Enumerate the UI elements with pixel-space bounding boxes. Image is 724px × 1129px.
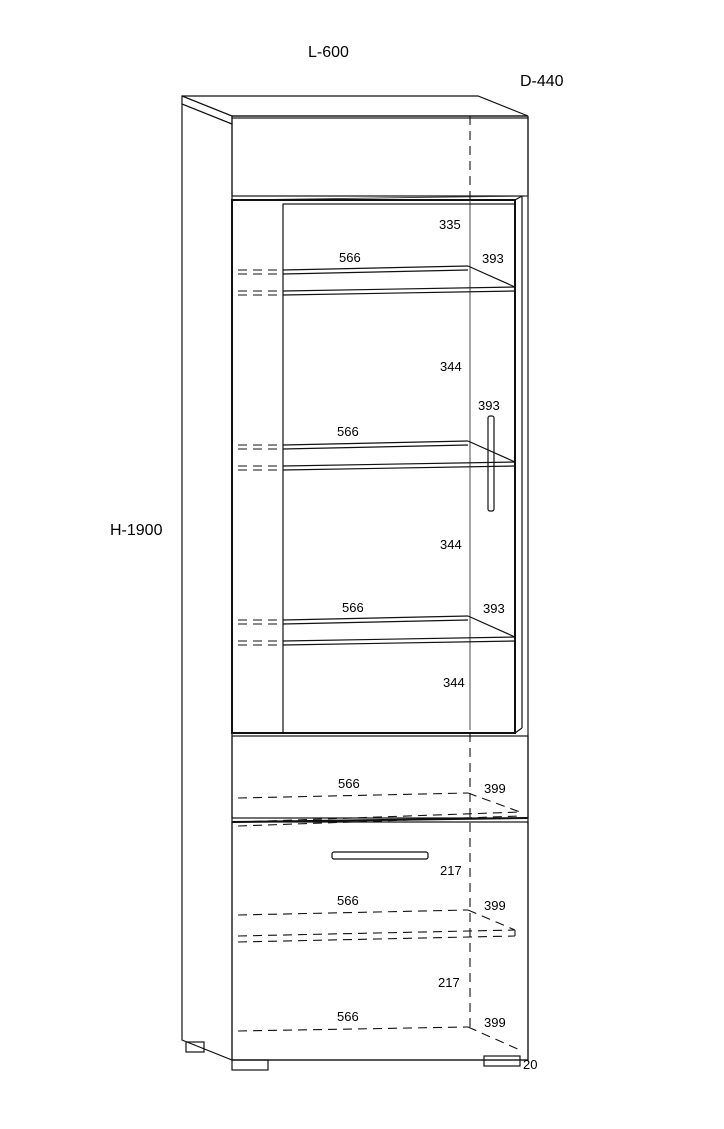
- glass-shelf-1-depth-label: 393: [482, 251, 504, 266]
- lower-shelf-bottom: [238, 1027, 520, 1050]
- lower-shelf-1: [238, 910, 515, 942]
- left-side-panel: [182, 104, 232, 1060]
- top-panel: [182, 96, 528, 116]
- overall-depth-label: D-440: [520, 73, 564, 90]
- glass-spacing-3-label: 344: [443, 675, 465, 690]
- glass-shelf-2-width-label: 566: [337, 424, 359, 439]
- foot-front-right: [484, 1056, 520, 1066]
- top-compartment-height-label: 335: [439, 217, 461, 232]
- lower-shelf-1-width-label: 566: [338, 776, 360, 791]
- cabinet-body: [182, 96, 528, 1070]
- glass-spacing-1-label: 344: [440, 359, 462, 374]
- lower-shelf-1-depth-label: 399: [484, 781, 506, 796]
- overall-width-label: L-600: [308, 44, 349, 61]
- lower-spacing-1-label: 217: [440, 863, 462, 878]
- glass-shelf-3-depth-label: 393: [483, 601, 505, 616]
- lower-shelf-3-depth-label: 399: [484, 1015, 506, 1030]
- lower-spacing-2-label: 217: [438, 975, 460, 990]
- glass-spacing-2-label: 344: [440, 537, 462, 552]
- lower-door-handle[interactable]: [332, 852, 428, 859]
- glass-shelf-2: [238, 441, 515, 470]
- top-panel-front: [182, 96, 232, 124]
- glass-shelf-3: [238, 616, 515, 645]
- lower-shelf-2-depth-label: 399: [484, 898, 506, 913]
- foot-back-left: [186, 1042, 204, 1052]
- glass-shelf-1: [238, 266, 515, 295]
- foot-front-left: [232, 1060, 268, 1070]
- lower-shelf-3-width-label: 566: [337, 1009, 359, 1024]
- foot-height-label: 20: [523, 1057, 538, 1072]
- glass-shelf-2-depth-label: 393: [478, 398, 500, 413]
- lower-shelf-2-width-label: 566: [337, 893, 359, 908]
- overall-height-label: H-1900: [110, 522, 163, 539]
- drawer-front[interactable]: [232, 736, 528, 818]
- top-compartment-front: [232, 118, 528, 196]
- glass-shelf-1-width-label: 566: [339, 250, 361, 265]
- glass-shelf-3-width-label: 566: [342, 600, 364, 615]
- door-handle[interactable]: [488, 416, 494, 511]
